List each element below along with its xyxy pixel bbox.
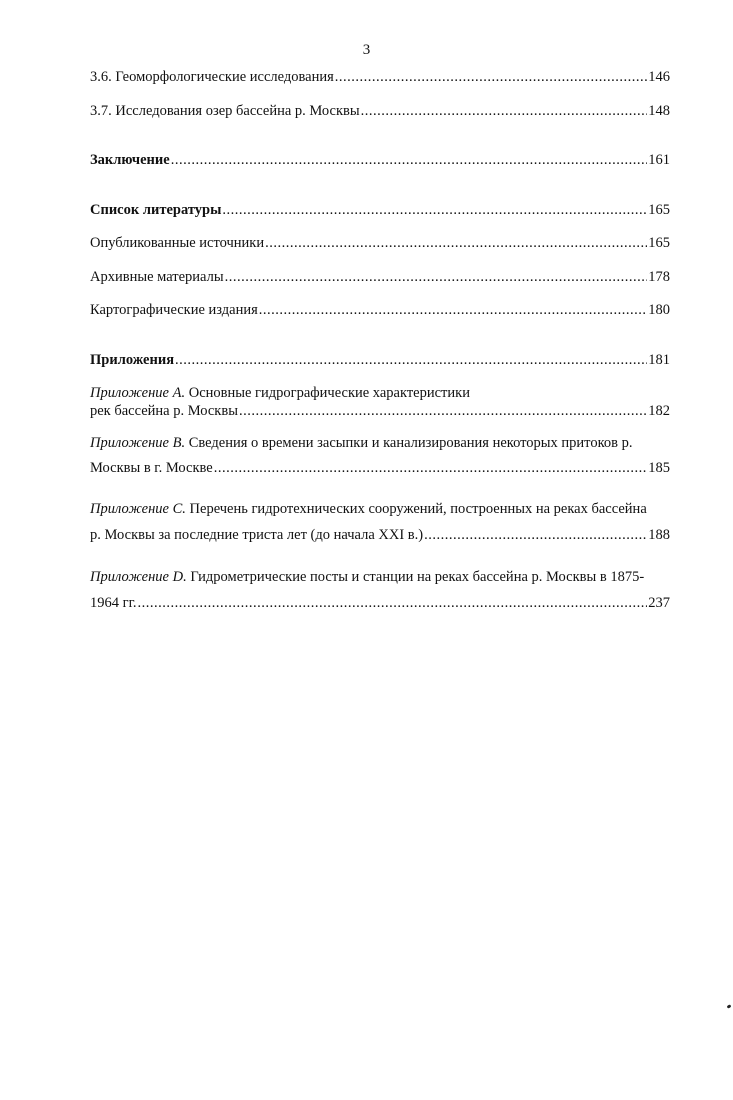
- toc-entry-title: Приложения: [90, 352, 175, 368]
- dot-leader: [214, 459, 648, 477]
- toc-entry-3-7: [90, 102, 670, 120]
- toc-entry-page: 237: [648, 595, 670, 611]
- toc-entry-3-6: [90, 68, 670, 86]
- toc-entry-page: 165: [648, 235, 670, 251]
- toc-entry-published-sources: [90, 234, 670, 252]
- toc-entry-title: р. Москвы за последние триста лет (до начала XXI в.): [90, 527, 424, 543]
- toc-entry-page: 148: [648, 103, 670, 119]
- toc-entry-title: Список литературы: [90, 202, 222, 218]
- toc-entry-appendix-c-line1: [90, 500, 670, 518]
- toc-entry-page: 188: [648, 527, 670, 543]
- toc-entry-conclusion: [90, 151, 670, 169]
- toc-entry-title: 1964 гг.: [90, 595, 137, 611]
- toc-entry-title: 3.7. Исследования озер бассейна р. Москвы: [90, 103, 360, 119]
- toc-entry-title: Архивные материалы: [90, 269, 224, 285]
- toc-entry-title: Москвы в г. Москве: [90, 460, 213, 476]
- toc-entry-references: [90, 201, 670, 219]
- page-number: 3: [362, 42, 371, 58]
- toc-entry-page: 165: [648, 202, 670, 218]
- toc-entry-appendix-d-line1: [90, 568, 670, 586]
- toc-entry-page: 178: [648, 269, 670, 285]
- toc-entry-page: 161: [648, 152, 670, 168]
- dot-leader: [222, 201, 647, 219]
- appendix-title: Основные гидрографические характеристики: [185, 385, 470, 401]
- appendix-label: Приложение C.: [90, 501, 186, 517]
- toc-entry-page: 185: [648, 460, 670, 476]
- toc-entry-title: Опубликованные источники: [90, 235, 265, 251]
- dot-leader: [175, 351, 647, 369]
- toc-entry-title: Картографические издания: [90, 302, 258, 318]
- dot-leader: [424, 526, 647, 544]
- toc-entry-title: рек бассейна р. Москвы: [90, 403, 238, 419]
- toc-entry-title: Заключение: [90, 152, 170, 168]
- toc-entry-archival-materials: [90, 268, 670, 286]
- scan-speck: [727, 1004, 732, 1009]
- toc-entry-page: 146: [648, 69, 670, 85]
- appendix-title: Перечень гидротехнических сооружений, построенных на реках бассейна: [185, 501, 647, 517]
- dot-leader: [335, 68, 647, 86]
- dot-leader: [239, 402, 647, 420]
- toc-entry-appendix-c: [90, 526, 670, 544]
- toc-entry-appendices: [90, 351, 670, 369]
- toc-entry-appendix-b-line1: [90, 434, 670, 452]
- dot-leader: [259, 301, 647, 319]
- toc-entry-page: 181: [648, 352, 670, 368]
- toc-entry-page: 180: [648, 302, 670, 318]
- appendix-label: Приложение D.: [90, 569, 187, 585]
- dot-leader: [265, 234, 647, 252]
- appendix-title: Гидрометрические посты и станции на реках бассейна р. Москвы в 1875-: [186, 569, 645, 585]
- appendix-label: Приложение A.: [90, 385, 186, 401]
- dot-leader: [138, 594, 648, 612]
- toc-entry-appendix-a-line1: [90, 384, 670, 402]
- dot-leader: [225, 268, 648, 286]
- appendix-title: Сведения о времени засыпки и канализирования некоторых притоков р.: [185, 435, 633, 451]
- toc-entry-page: 182: [648, 403, 670, 419]
- dot-leader: [171, 151, 648, 169]
- toc-entry-appendix-d: [90, 594, 670, 612]
- toc-entry-appendix-a: [90, 402, 670, 420]
- dot-leader: [361, 102, 648, 120]
- toc-entry-appendix-b: [90, 459, 670, 477]
- appendix-label: Приложение B.: [90, 435, 186, 451]
- toc-entry-cartographic-editions: [90, 301, 670, 319]
- toc-entry-title: 3.6. Геоморфологические исследования: [90, 69, 334, 85]
